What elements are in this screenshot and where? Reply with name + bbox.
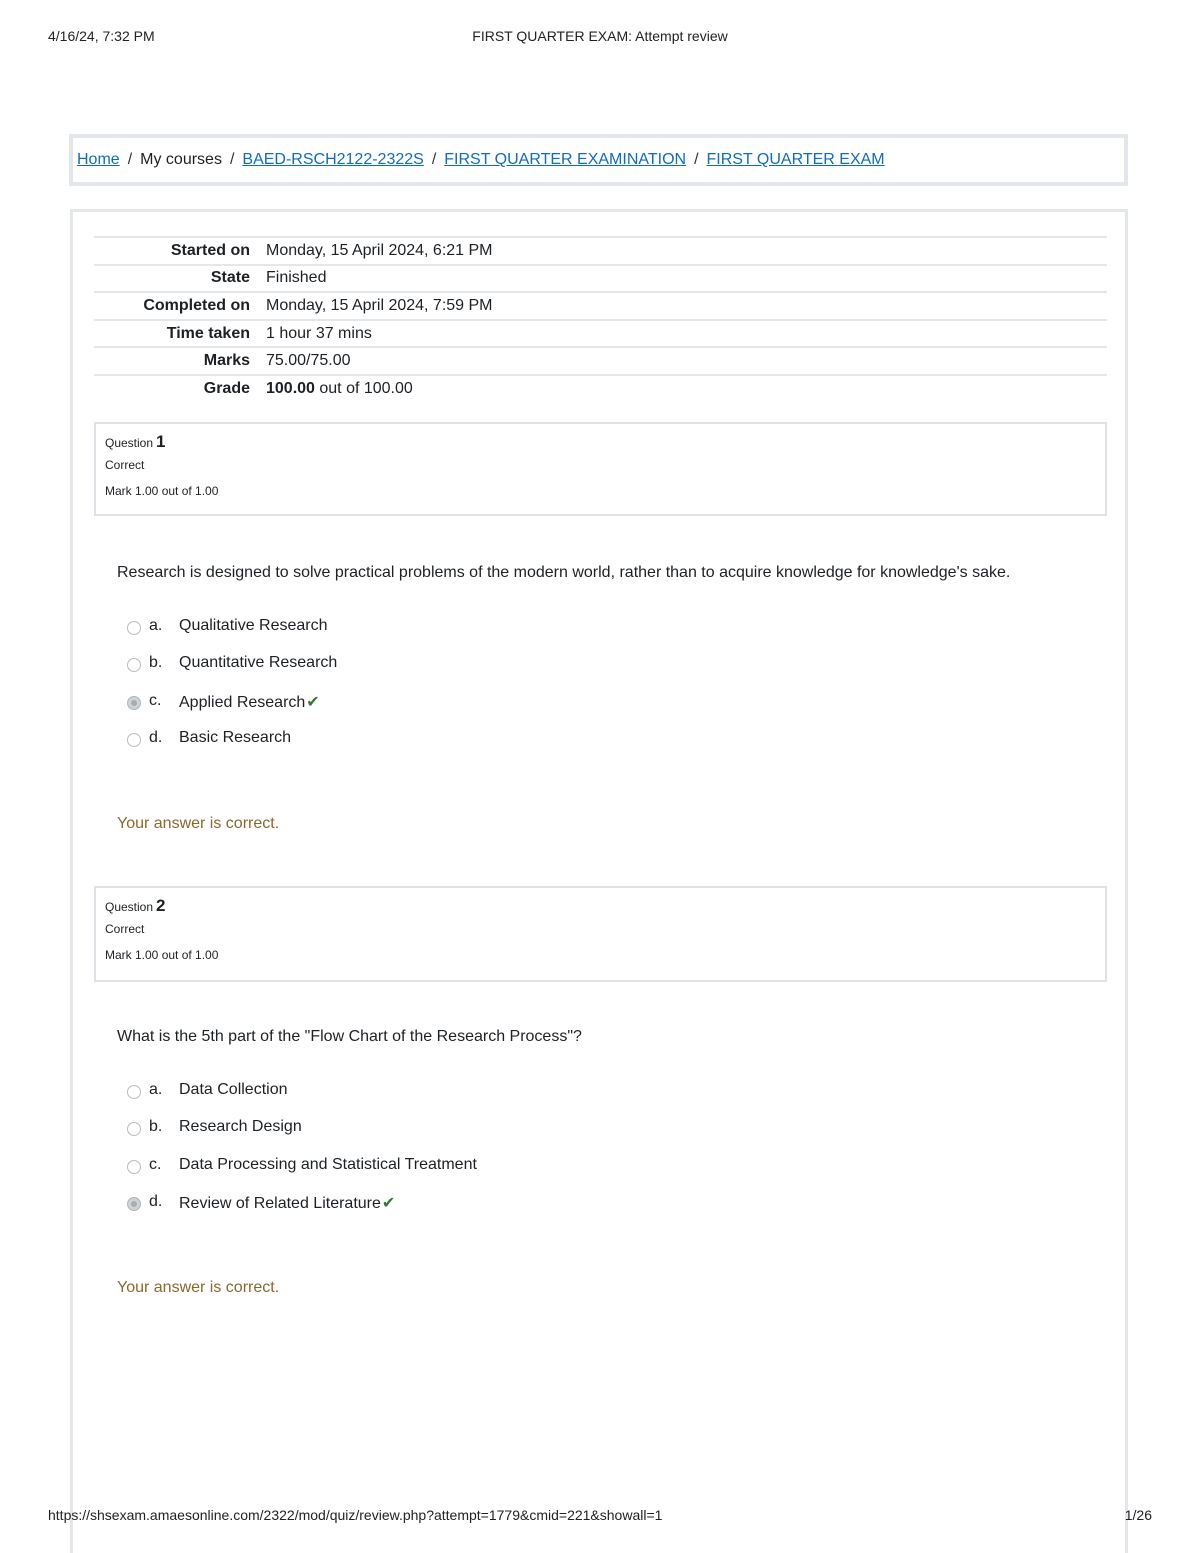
answer-option-selected[interactable] [125, 691, 725, 732]
question-label: Question [105, 436, 154, 450]
question-text: Research is designed to solve practical problems of the modern world, rather than to acquire knowledge for knowledge's sake. [117, 564, 1011, 581]
summary-row-grade [94, 375, 1107, 403]
breadcrumb-separator: / [229, 151, 235, 168]
summary-label: Marks [94, 347, 258, 375]
summary-label: Time taken [94, 320, 258, 348]
option-letter: b. [149, 654, 163, 672]
radio-button-checked[interactable] [127, 696, 141, 710]
summary-value [258, 375, 1107, 403]
summary-row-started [94, 237, 1107, 265]
correct-check-icon: ✔ [381, 1194, 396, 1212]
option-letter: a. [149, 617, 163, 634]
summary-label: Started on [94, 237, 258, 265]
breadcrumb-separator: / [127, 151, 133, 168]
answer-option[interactable] [125, 1081, 725, 1121]
option-text-wrapper [179, 1193, 395, 1213]
option-letter: a. [149, 1081, 163, 1098]
radio-button[interactable] [127, 621, 141, 635]
breadcrumb-home-link[interactable]: Home [77, 151, 120, 168]
question-info-box [94, 886, 1107, 982]
answer-option[interactable] [125, 1118, 725, 1158]
option-text: Basic Research [179, 728, 292, 746]
answer-options [125, 1081, 725, 1233]
radio-button[interactable] [127, 658, 141, 672]
radio-button[interactable] [127, 1160, 141, 1174]
option-letter: c. [149, 691, 162, 709]
question-number [105, 432, 1096, 452]
option-letter: d. [149, 1192, 163, 1210]
option-text: Review of Related Literature [179, 1194, 381, 1212]
option-text: Research Design [179, 1118, 302, 1136]
summary-row-marks [94, 347, 1107, 375]
summary-label: State [94, 265, 258, 293]
summary-label: Grade [94, 375, 258, 403]
question-label: Question [105, 900, 154, 914]
question-info-box [94, 422, 1107, 516]
option-text: Data Collection [179, 1081, 288, 1098]
breadcrumb-separator: / [694, 151, 699, 168]
breadcrumb-quiz-link[interactable]: FIRST QUARTER EXAM [706, 151, 885, 168]
print-datetime: 4/16/24, 7:32 PM [48, 28, 155, 44]
answer-options [125, 617, 725, 769]
breadcrumb-section-link[interactable]: FIRST QUARTER EXAMINATION [444, 151, 687, 168]
grade-out-of: out of 100.00 [314, 380, 413, 398]
option-letter: b. [149, 1118, 163, 1136]
answer-feedback: Your answer is correct. [117, 815, 280, 832]
summary-value: 1 hour 37 mins [258, 320, 1107, 348]
question-state: Correct [105, 922, 145, 936]
breadcrumb [69, 134, 1128, 186]
radio-button-checked[interactable] [127, 1197, 141, 1211]
attempt-review-region [70, 209, 1128, 1553]
attempt-summary-table [94, 236, 1107, 403]
summary-value: Monday, 15 April 2024, 7:59 PM [258, 292, 1107, 320]
option-text: Qualitative Research [179, 617, 328, 634]
answer-feedback: Your answer is correct. [117, 1279, 280, 1296]
print-footer [48, 1507, 1152, 1527]
grade-value: 100.00 [266, 380, 315, 398]
breadcrumb-course-link[interactable]: BAED-RSCH2122-2322S [242, 151, 424, 168]
question-number-value: 1 [156, 432, 166, 451]
page-number: 1/26 [1124, 1507, 1152, 1523]
radio-button[interactable] [127, 733, 141, 747]
answer-option[interactable] [125, 654, 725, 694]
summary-label: Completed on [94, 292, 258, 320]
question-state: Correct [105, 458, 145, 472]
radio-button[interactable] [127, 1085, 141, 1099]
option-text-wrapper [179, 692, 320, 712]
option-text: Data Processing and Statistical Treatment [179, 1155, 477, 1173]
question-mark: Mark 1.00 out of 1.00 [105, 948, 219, 962]
print-header [48, 28, 1152, 48]
correct-check-icon: ✔ [306, 693, 320, 711]
option-text: Quantitative Research [179, 654, 338, 672]
summary-value: Monday, 15 April 2024, 6:21 PM [258, 237, 1107, 265]
question-number-value: 2 [156, 896, 166, 915]
answer-option[interactable] [125, 1155, 725, 1196]
question-number [105, 896, 1096, 916]
summary-row-state [94, 265, 1107, 293]
summary-value: 75.00/75.00 [258, 347, 1107, 375]
answer-option[interactable] [125, 617, 725, 657]
answer-option[interactable] [125, 728, 725, 769]
summary-row-time-taken [94, 320, 1107, 348]
summary-value: Finished [258, 265, 1107, 293]
answer-option-selected[interactable] [125, 1192, 725, 1233]
option-letter: d. [149, 728, 163, 746]
radio-button[interactable] [127, 1122, 141, 1136]
question-text: What is the 5th part of the "Flow Chart of the Research Process"? [117, 1028, 582, 1045]
question-mark: Mark 1.00 out of 1.00 [105, 484, 219, 498]
summary-row-completed [94, 292, 1107, 320]
print-url: https://shsexam.amaesonline.com/2322/mod/quiz/review.php?attempt=1779&cmid=221&showall=1 [48, 1507, 663, 1523]
breadcrumb-my-courses: My courses [140, 151, 222, 168]
option-text: Applied Research [179, 693, 306, 711]
breadcrumb-separator: / [431, 151, 437, 168]
print-title: FIRST QUARTER EXAM: Attempt review [472, 28, 728, 44]
option-letter: c. [149, 1155, 162, 1173]
